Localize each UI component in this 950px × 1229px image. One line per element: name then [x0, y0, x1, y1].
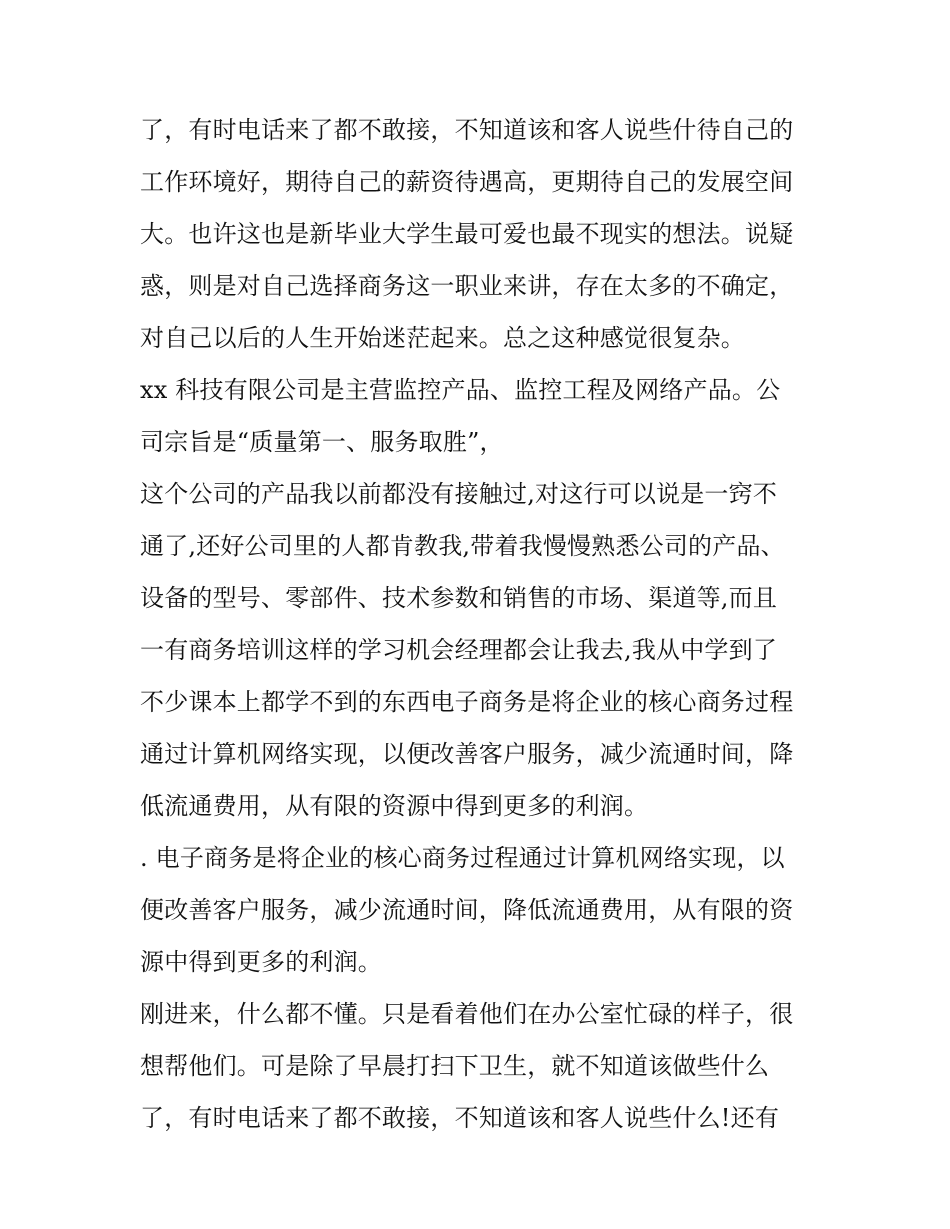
text-line: 司宗旨是“质量第一、服务取胜”，: [140, 428, 504, 456]
text-line: 这个公司的产品我以前都没有接触过,对这行可以说是一窍不: [140, 480, 778, 508]
text-line: 一有商务培训这样的学习机会经理都会让我去,我从中学到了: [140, 636, 778, 664]
text-line: 了，有时电话来了都不敢接，不知道该和客人说些什么!还有: [140, 1104, 780, 1132]
text-line: 源中得到更多的利润。: [140, 948, 382, 976]
text-line: 工作环境好，期待自己的薪资待遇高，更期待自己的发展空间: [140, 168, 794, 196]
paragraph-2: [140, 364, 820, 468]
text-line: xx 科技有限公司是主营监控产品、监控工程及网络产品。公: [140, 376, 781, 404]
paragraph-5: [140, 988, 820, 1144]
text-line: 通过计算机网络实现，以便改善客户服务，减少流通时间，降: [140, 740, 794, 768]
document-body: [140, 104, 820, 1144]
text-line: 对自己以后的人生开始迷茫起来。总之这种感觉很复杂。: [140, 324, 745, 352]
text-line: 了，有时电话来了都不敢接，不知道该和客人说些什待自己的: [140, 116, 794, 144]
text-line: 设备的型号、零部件、技术参数和销售的市场、渠道等,而且: [140, 584, 778, 612]
text-line: 惑，则是对自己选择商务这一职业来讲，存在太多的不确定，: [140, 272, 794, 300]
text-line: 刚进来，什么都不懂。只是看着他们在办公室忙碌的样子，很: [140, 1000, 794, 1028]
text-line: 大。也许这也是新毕业大学生最可爱也最不现实的想法。说疑: [140, 220, 794, 248]
paragraph-1: [140, 104, 820, 364]
paragraph-3: [140, 468, 820, 832]
text-line: . 电子商务是将企业的核心商务过程通过计算机网络实现，以: [140, 844, 785, 872]
text-line: 通了,还好公司里的人都肯教我,带着我慢慢熟悉公司的产品、: [140, 532, 785, 560]
text-line: 低流通费用，从有限的资源中得到更多的利润。: [140, 792, 649, 820]
text-line: 不少课本上都学不到的东西电子商务是将企业的核心商务过程: [140, 688, 794, 716]
text-line: 便改善客户服务，减少流通时间，降低流通费用，从有限的资: [140, 896, 794, 924]
text-line: 想帮他们。可是除了早晨打扫下卫生，就不知道该做些什么: [140, 1052, 770, 1080]
paragraph-4: [140, 832, 820, 988]
